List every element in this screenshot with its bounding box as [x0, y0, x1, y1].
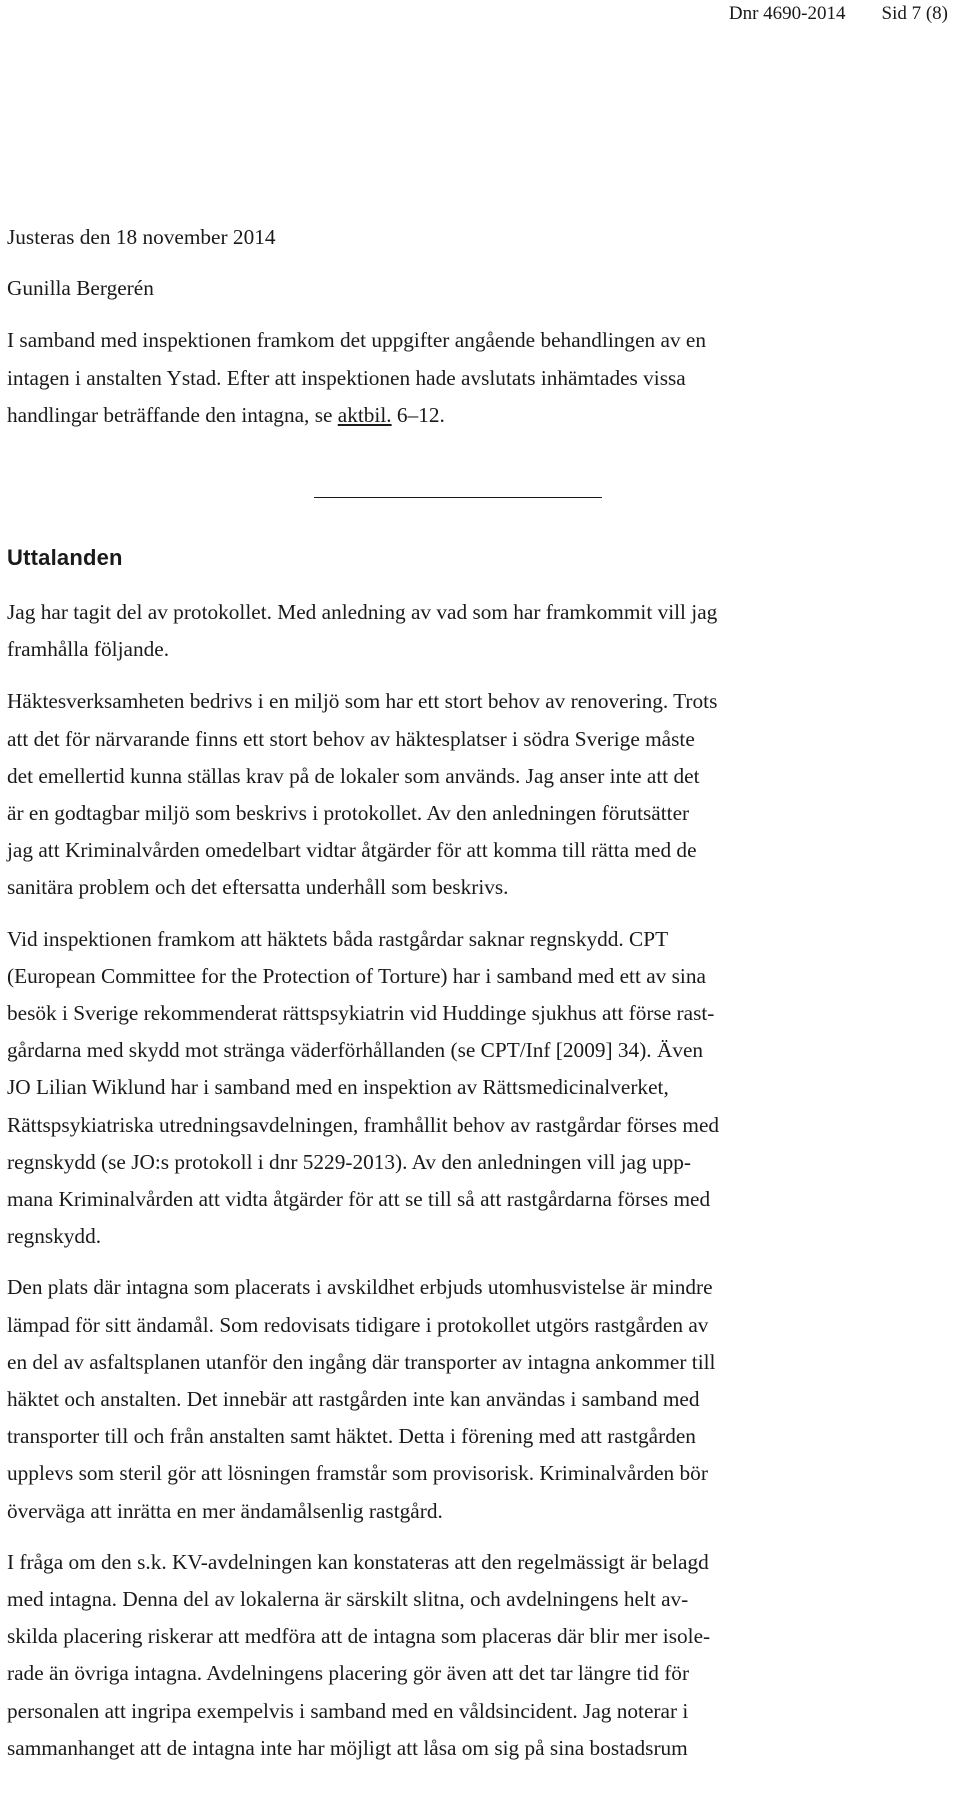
paragraph-line: gårdarna med skydd mot stränga väderförhållanden (se CPT/Inf [2009] 34). Även [7, 1038, 704, 1063]
intro-line: intagen i anstalten Ystad. Efter att inspektionen hade avslutats inhämtades vissa [7, 365, 686, 390]
signatory-name: Gunilla Bergerén [7, 276, 154, 301]
attachment-link[interactable]: aktbil. [337, 402, 392, 427]
paragraph-line: framhålla följande. [7, 637, 170, 662]
statement-paragraph [7, 683, 937, 906]
intro-line [7, 397, 937, 434]
paragraph-line: I fråga om den s.k. KV-avdelningen kan konstateras att den regelmässigt är belagd [7, 1549, 709, 1574]
paragraph-line: Den plats där intagna som placerats i avskildhet erbjuds utomhusvistelse är mindre [7, 1275, 713, 1300]
paragraph-line: regnskydd (se JO:s protokoll i dnr 5229-2013). Av den anledningen vill jag upp- [7, 1149, 691, 1174]
paragraph-line: transporter till och från anstalten samt häktet. Detta i förening med att rastgården [7, 1424, 696, 1449]
paragraph-line: besök i Sverige rekommenderat rättspsykiatrin vid Huddinge sjukhus att förse rast- [7, 1001, 715, 1026]
statement-paragraph [7, 594, 937, 668]
paragraph-line: en del av asfaltsplanen utanför den ingång där transporter av intagna ankommer till [7, 1349, 716, 1374]
paragraph-line: lämpad för sitt ändamål. Som redovisats tidigare i protokollet utgörs rastgården av [7, 1312, 709, 1337]
section-heading: Uttalanden [7, 545, 123, 570]
statement-paragraph [7, 921, 937, 1256]
intro-paragraph [7, 322, 937, 434]
paragraph-line: sammanhanget att de intagna inte har möjligt att låsa om sig på sina bostadsrum [7, 1735, 688, 1760]
statement-paragraph [7, 1544, 937, 1767]
intro-line: I samband med inspektionen framkom det uppgifter angående behandlingen av en [7, 328, 707, 353]
diary-number: Dnr 4690-2014 [728, 3, 846, 24]
paragraph-line: Vid inspektionen framkom att häktets båda rastgårdar saknar regnskydd. CPT [7, 926, 669, 951]
intro-line-text: 6–12. [396, 402, 445, 427]
paragraph-line: är en godtagbar miljö som beskrivs i protokollet. Av den anledningen förutsätter [7, 801, 690, 826]
intro-line-text: handlingar beträffande den intagna, se [7, 402, 333, 427]
adjusted-date: Justeras den 18 november 2014 [7, 225, 276, 249]
paragraph-line: (European Committee for the Protection of Torture) har i samband med ett av sina [7, 963, 706, 988]
section-divider [314, 497, 602, 498]
statements-section [7, 580, 937, 1767]
paragraph-line: regnskydd. [7, 1224, 102, 1249]
paragraph-line: Häktesverksamheten bedrivs i en miljö som har ett stort behov av renovering. Trots [7, 689, 718, 714]
paragraph-line: jag att Kriminalvården omedelbart vidtar åtgärder för att komma till rätta med de [7, 838, 697, 863]
paragraph-line: rade än övriga intagna. Avdelningens placering gör även att det tar längre tid för [7, 1661, 690, 1686]
paragraph-line: sanitära problem och det eftersatta underhåll som beskrivs. [7, 875, 509, 900]
paragraph-line: det emellertid kunna ställas krav på de lokaler som används. Jag anser inte att det [7, 763, 700, 788]
statement-paragraph [7, 1269, 937, 1529]
paragraph-line: överväga att inrätta en mer ändamålsenlig rastgård. [7, 1498, 443, 1523]
paragraph-line: Jag har tagit del av protokollet. Med anledning av vad som har framkommit vill jag [7, 600, 718, 624]
paragraph-line: upplevs som steril gör att lösningen framstår som provisorisk. Kriminalvården bör [7, 1461, 708, 1486]
page-number: Sid 7 (8) [881, 3, 948, 24]
paragraph-line: att det för närvarande finns ett stort behov av häktesplatser i södra Sverige måste [7, 726, 695, 751]
paragraph-line: med intagna. Denna del av lokalerna är särskilt slitna, och avdelningens helt av- [7, 1587, 689, 1612]
paragraph-line: skilda placering riskerar att medföra att de intagna som placeras där blir mer isole- [7, 1624, 711, 1649]
document-body-upper [7, 219, 937, 434]
paragraph-line: Rättspsykiatriska utredningsavdelningen, framhållit behov av rastgårdar förses med [7, 1112, 720, 1137]
paragraph-line: mana Kriminalvården att vidta åtgärder för att se till så att rastgårdarna förses med [7, 1187, 711, 1212]
paragraph-line: häktet och anstalten. Det innebär att rastgården inte kan användas i samband med [7, 1387, 700, 1412]
paragraph-line: personalen att ingripa exempelvis i samband med en våldsincident. Jag noterar i [7, 1698, 689, 1723]
paragraph-line: JO Lilian Wiklund har i samband med en inspektion av Rättsmedicinalverket, [7, 1075, 669, 1100]
page-header [729, 2, 948, 26]
